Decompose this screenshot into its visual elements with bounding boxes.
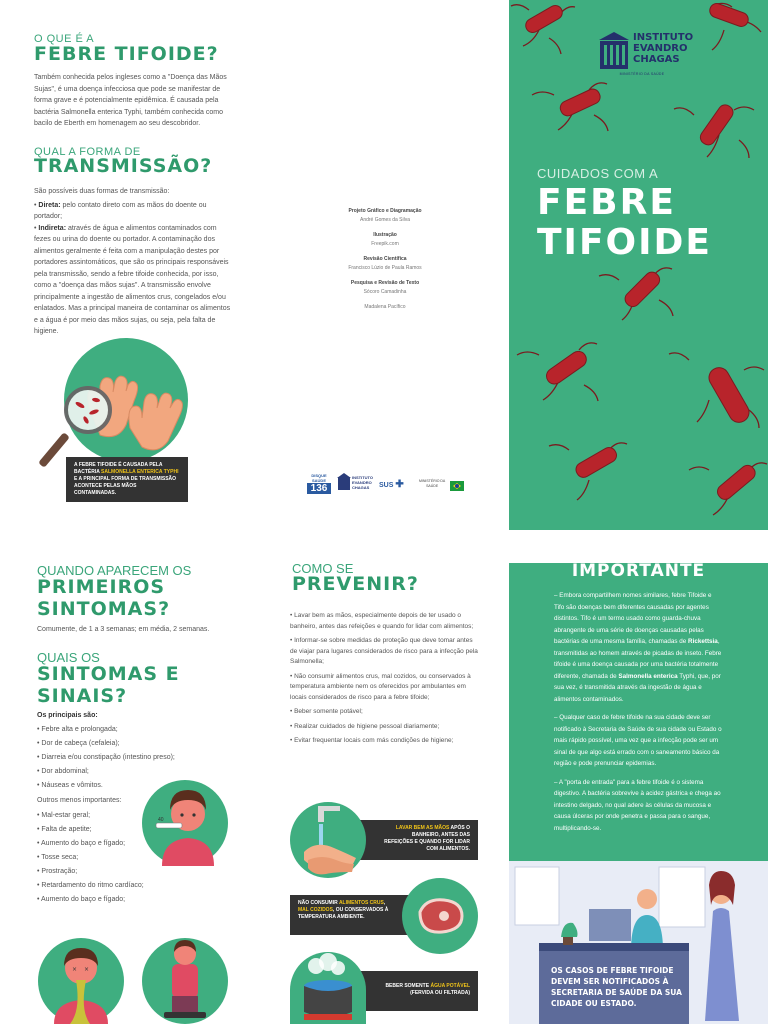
boiling-pot-icon [290, 952, 366, 1024]
transmission-indirect: • Indireta: através de água e alimentos contaminados com fezes ou urina do doente ou portador. A contaminação dos alimentos geralmente é feita com a manipulação destes por portadores assintomáticos, que são os principais responsáveis pela transmissão, sendo a febre tifoide conhecida, por isso, como a "doença das mãos sujas". A transmissão envolve principalmente a ingestão de alimentos crus, congelados e/ou enlatados. Mas a principal maneira de contaminar os alimentos e a água é por meio das mãos sujas, ou seja, pela falta de higiene. [34, 224, 231, 335]
symptoms-headline [37, 663, 180, 707]
list-item: • Dor de cabeça (cefaleia); [37, 737, 217, 751]
list-item: • Aumento do baço e fígado; [37, 837, 217, 851]
thermometer-label: 40 [158, 817, 164, 823]
list-item: • Não consumir alimentos crus, mal cozidos, ou conservados à temperatura ambiente nem os oferecidos por ambulantes em locais considerados de risco para a febre tifoide; [290, 672, 471, 701]
list-item: • Retardamento do ritmo cardíaco; [37, 879, 217, 893]
disque-saude-logo: DISQUE SAÚDE 136 [307, 473, 331, 494]
important-paragraph: – Qualquer caso de febre tifoide na sua cidade deve ser notificado à Secretaria de Saúde de sua cidade ou Estado o mais rápido possível, uma vez que a infecção pode ser um sinal de que algo está errado com o saneamento básico da região e pode prenunciar epidemias. [554, 714, 722, 767]
list-item: • Tosse seca; [37, 851, 217, 865]
credit-title: Revisão Científica [363, 256, 407, 262]
credit-name: Madalena Pacífico [364, 304, 406, 310]
important-headline: IMPORTANTE [571, 563, 706, 581]
headline-line: PRIMEIROS [37, 576, 166, 598]
prevention-box-water: BEBER SOMENTE ÁGUA POTÁVEL (FERVIDA OU FILTRADA) [330, 971, 478, 1011]
credit-title: Ilustração [373, 232, 397, 238]
important-text [554, 590, 722, 834]
cover-kicker: CUIDADOS COM A [537, 166, 659, 181]
transmission-intro: São possíveis duas formas de transmissão: [34, 188, 170, 195]
symptoms-start-text: Comumente, de 1 a 3 semanas; em média, 2 semanas. [37, 626, 210, 633]
list-item: • Falta de apetite; [37, 823, 217, 837]
logos-row [307, 473, 467, 497]
building-icon [597, 30, 631, 72]
important-footer: OS CASOS DE FEBRE TIFOIDE DEVEM SER NOTIFICADOS À SECRETARIA DE SAÚDE DA SUA CIDADE OU ESTADO. [551, 966, 682, 1008]
credit-title: Projeto Gráfico e Diagramação [348, 208, 422, 214]
important-panel [509, 563, 768, 1024]
transmission-headline: TRANSMISSÃO? [34, 155, 213, 177]
cover-title [537, 183, 712, 263]
important-paragraph: – Embora compartilhem nomes similares, febre Tifoide e Tifo são doenças bem diferentes causadas por agentes distintos. Tifo é um termo usado como guarda-chuva abrangente de uma série de doenças causadas pelas bactérias de uma mesma família, chamadas de Rickettsia, transmitidas ao homem através de picadas de inseto. Febre tifoide é uma doença causada por uma bactéria totalmente diferente, chamada de Salmonella enterica Typhi, que, por sua vez, é transmitida através da ingestão de água e alimentos contaminados. [554, 592, 722, 703]
svg-text:×: × [72, 966, 78, 973]
symptoms-kicker: QUAIS OS [37, 650, 100, 665]
cover-title-line: TIFOIDE [537, 222, 713, 263]
instituto-logo [597, 30, 694, 76]
raw-meat-icon [402, 878, 478, 954]
symptoms-start-kicker: QUANDO APARECEM OS [37, 563, 192, 578]
list-item: • Lavar bem as mãos, especialmente depois de ter usado o banheiro, antes das refeições e quando for lidar com alimentos; [290, 612, 474, 630]
credits-block [300, 207, 470, 312]
cover-panel [509, 0, 768, 530]
brand-line: INSTITUTO [633, 32, 694, 43]
brazil-flag-icon [450, 481, 464, 491]
brand-tagline: MINISTÉRIO DA SAÚDE [619, 72, 665, 76]
prevention-kicker: COMO SE [292, 561, 354, 576]
transmission-callout: A FEBRE TIFOIDE É CAUSADA PELA BACTÉRIA SALMONELLA ENTERICA TYPHI E A PRINCIPAL FORMA DE TRANSMISSÃO ACONTECE PELAS MÃOS CONTAMINADAS. [66, 457, 188, 502]
list-item: • Prostração; [37, 865, 217, 879]
important-paragraph: – A "porta de entrada" para a febre tifoide é o sistema digestivo. A bactéria sobrevive à acidez gástrica e chega ao intestino delgado, no qual adere às células da mucosa e causa úlceras por onde penetra e passa para o sangue, multiplicando-se. [554, 778, 721, 832]
headline-line: SINAIS? [37, 685, 128, 707]
what-headline: FEBRE TIFOIDE? [34, 43, 219, 65]
abdominal-pain-person-icon [142, 938, 228, 1024]
prevention-headline: PREVENIR? [292, 573, 419, 595]
ministerio-logo: MINISTÉRIO DA SAÚDE [419, 479, 446, 488]
transmission-direct: • Direta: pelo contato direto com as mãos do doente ou portador; [34, 201, 207, 220]
handwash-icon [290, 802, 366, 878]
bacteria-pattern-icon [509, 0, 768, 530]
headline-line: SINTOMAS? [37, 598, 171, 620]
what-kicker: O QUE É A [34, 33, 95, 45]
list-item: • Informar-se sobre medidas de proteção que deve tomar antes de viajar para lugares considerados de risco para a infecção pela Salmonella; [290, 637, 478, 665]
prevention-box-hands: LAVAR BEM AS MÃOS APÓS O BANHEIRO, ANTES DAS REFEIÇÕES E QUANDO FOR LIDAR COM ALIMENTOS. [330, 820, 478, 860]
list-item: • Realizar cuidados de higiene pessoal diariamente; [290, 722, 440, 730]
credit-name: Sócoro Camadinha [363, 289, 407, 295]
list-item: • Diarreia e/ou constipação (intestino preso); [37, 751, 217, 765]
brand-line: CHAGAS [633, 54, 680, 65]
list-item: • Aumento do baço e fígado; [37, 893, 217, 907]
symptoms-other-label: Outros menos importantes: [37, 797, 122, 804]
list-item: • Beber somente potável; [290, 708, 363, 715]
symptoms-start-headline [37, 576, 170, 620]
instituto-small-logo: INSTITUTO EVANDRO CHAGAS [337, 473, 371, 495]
transmission-kicker: QUAL A FORMA DE [34, 146, 141, 158]
symptoms-main-label: Os principais são: [37, 712, 98, 719]
what-text: Também conhecida pelos ingleses como a "Doença das Mãos Sujas", é uma doença infecciosa que pode se manifestar de forma grave e é potencialmente epidêmica. É causada pela bactéria Salmonella enterica Typhi, também conhecida como bacilo de Eberth em homenagem ao seu descobridor. [34, 74, 227, 127]
list-item: • Náuseas e vômitos. [37, 779, 217, 793]
prevention-list [290, 611, 480, 751]
list-item: • Febre alta e prolongada; [37, 723, 217, 737]
brand-line: EVANDRO [633, 43, 688, 54]
prevention-box-food: NÃO CONSUMIR ALIMENTOS CRUS, MAL COZIDOS, OU CONSERVADOS À TEMPERATURA AMBIENTE. [290, 895, 440, 935]
list-item: • Evitar frequentar locais com más condições de higiene; [290, 737, 454, 744]
svg-text:×: × [84, 966, 90, 973]
headline-line: SINTOMAS E [37, 663, 180, 685]
sus-logo: SUS ✚ [379, 479, 404, 490]
credit-name: Freepik.com [371, 241, 399, 247]
fever-person-icon [148, 780, 228, 866]
nausea-person-icon [38, 938, 124, 1024]
cover-title-line: FEBRE [537, 182, 676, 223]
list-item: • Mal-estar geral; [37, 809, 217, 823]
transmission-body [34, 186, 234, 338]
credit-title: Pesquisa e Revisão de Texto [350, 280, 420, 286]
list-item: • Dor abdominal; [37, 765, 217, 779]
credit-name: André Gomes da Silva [359, 217, 411, 223]
credit-name: Francisco Lúzio de Paula Ramos [348, 265, 422, 271]
